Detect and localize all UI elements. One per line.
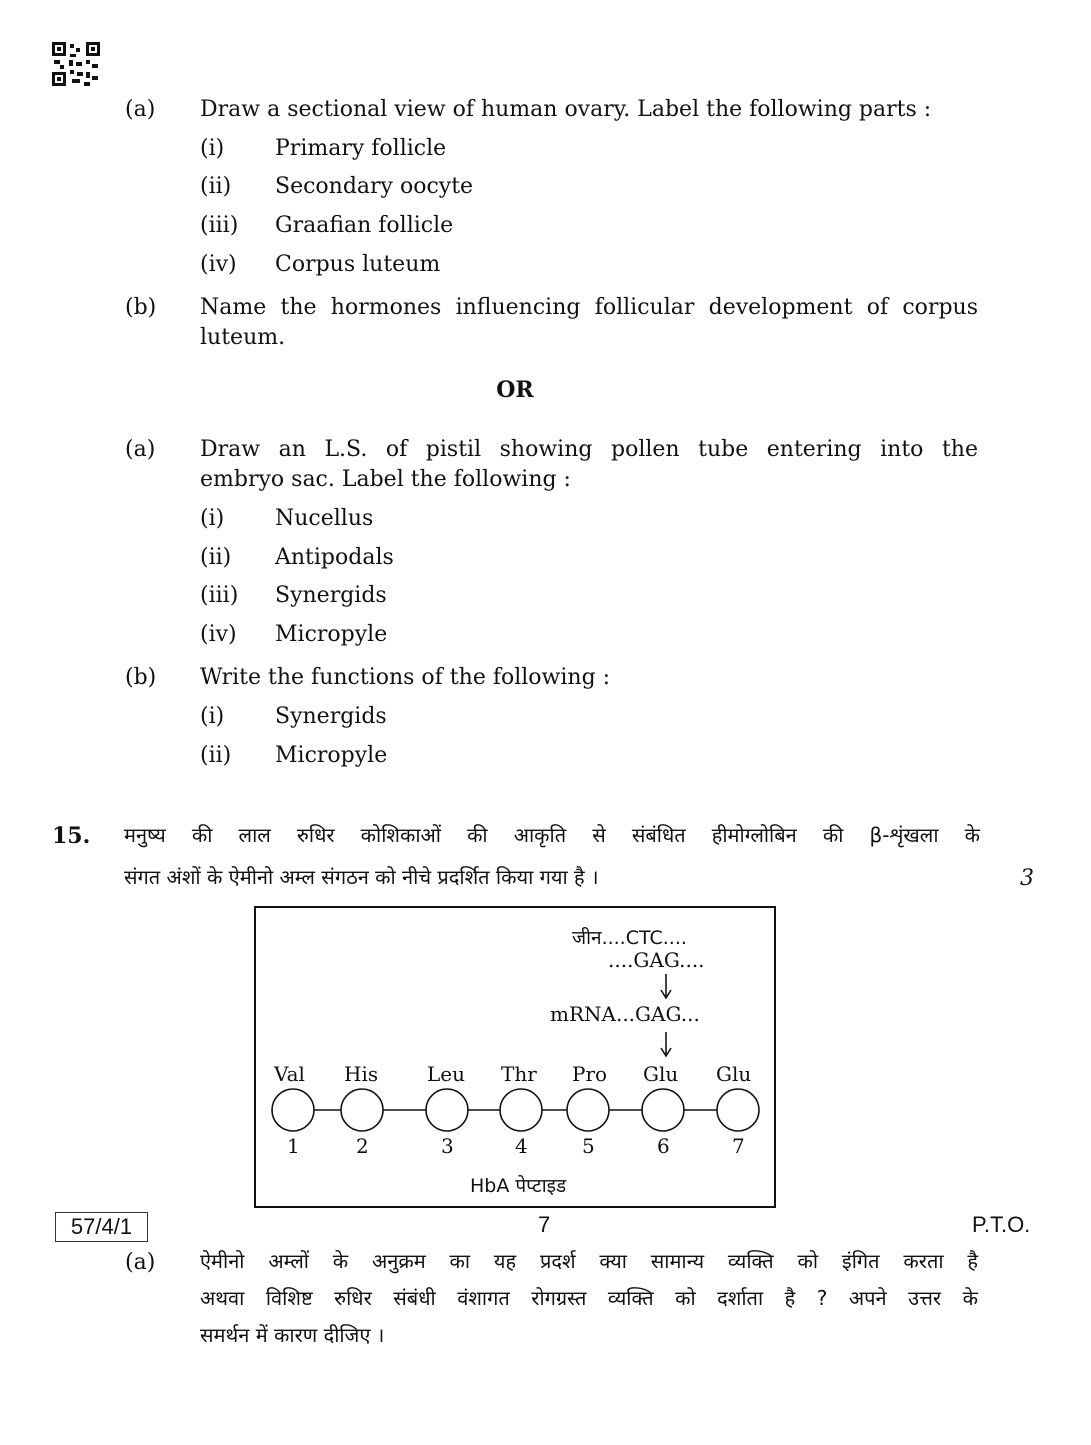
amino-acid-circle [642,1089,684,1131]
amino-acid-label: Pro [572,1062,608,1086]
amino-acid-label: His [344,1062,379,1086]
list-item-number: (iii) [200,583,239,608]
list-item-number: (i) [200,506,225,531]
diagram-caption: HbA पेप्टाइड [470,1175,567,1197]
list-item-number: (ii) [200,174,232,199]
alt-part-a-line2: embryo sac. Label the following : [200,467,571,492]
list-item-text: Micropyle [275,622,388,647]
q15-line1: मनुष्य की लाल रुधिर कोशिकाओं की आकृति से संबंधित हीमोग्लोबिन की β-शृंखला के [124,823,980,847]
paper-code: 57/4/1 [70,1214,133,1239]
part-b-label: (b) [125,295,157,320]
amino-acid-circle [426,1089,468,1131]
list-item-number: (ii) [200,743,232,768]
list-item-number: (i) [200,704,225,729]
list-item-text: Secondary oocyte [275,174,474,199]
q15-part-a-line2: अथवा विशिष्ट रुधिर संबंधी वंशागत रोगग्रस्त व्यक्ति को दर्शाता है ? अपने उत्तर के [200,1286,978,1310]
position-number: 1 [287,1134,300,1158]
q15-part-a-label: (a) [125,1250,156,1275]
amino-acid-label: Val [274,1062,305,1086]
page-number: 7 [538,1212,551,1237]
amino-acid-label: Glu [716,1062,752,1086]
peptide-chain-graphic [256,908,774,1206]
hba-peptide-diagram [254,906,776,1208]
gene-sequence-line1: जीन....CTC.... [572,927,687,949]
q15-part-a-line3: समर्थन में कारण दीजिए । [200,1323,385,1347]
list-item-text: Corpus luteum [275,252,441,277]
amino-acid-label: Glu [643,1062,679,1086]
qr-code-icon [52,42,100,86]
alt-part-b-question: Write the functions of the following : [200,665,611,690]
mrna-sequence: mRNA...GAG... [550,1002,700,1026]
list-item-text: Primary follicle [275,136,447,161]
amino-acid-circle [272,1089,314,1131]
alt-part-a-label: (a) [125,437,156,462]
amino-acid-label: Thr [501,1062,537,1086]
q15-line2: संगत अंशों के ऐमीनो अम्ल संगठन को नीचे प्रदर्शित किया गया है । [124,865,599,889]
alt-part-a-line1: Draw an L.S. of pistil showing pollen tube entering into the [200,437,978,462]
list-item-number: (iii) [200,213,239,238]
list-item-text: Synergids [275,583,387,608]
amino-acid-circle [341,1089,383,1131]
list-item-number: (iv) [200,622,237,647]
marks: 3 [1020,866,1034,891]
list-item-text: Synergids [275,704,387,729]
list-item-number: (iv) [200,252,237,277]
gene-sequence-line2: ....GAG.... [608,948,705,972]
amino-acid-circle [567,1089,609,1131]
pto-label: P.T.O. [972,1212,1031,1237]
position-number: 6 [657,1134,670,1158]
part-b-question-line1: Name the hormones influencing follicular development of corpus [200,295,978,320]
alt-part-b-label: (b) [125,665,157,690]
amino-acid-label: Leu [427,1062,465,1086]
list-item-number: (ii) [200,545,232,570]
position-number: 7 [732,1134,745,1158]
part-a-label: (a) [125,97,156,122]
list-item-number: (i) [200,136,225,161]
position-number: 5 [582,1134,595,1158]
list-item-text: Nucellus [275,506,374,531]
part-b-question-line2: luteum. [200,325,286,350]
list-item-text: Micropyle [275,743,388,768]
position-number: 2 [356,1134,369,1158]
position-number: 3 [441,1134,454,1158]
or-separator: OR [496,377,534,403]
paper-code-box [55,1212,148,1242]
amino-acid-circle [717,1089,759,1131]
q15-part-a-line1: ऐमीनो अम्लों के अनुक्रम का यह प्रदर्श क्या सामान्य व्यक्ति को इंगित करता है [200,1249,978,1273]
list-item-text: Graafian follicle [275,213,454,238]
list-item-text: Antipodals [275,545,394,570]
question-number: 15. [52,823,91,849]
part-a-question: Draw a sectional view of human ovary. Label the following parts : [200,97,932,122]
amino-acid-circle [500,1089,542,1131]
position-number: 4 [515,1134,528,1158]
